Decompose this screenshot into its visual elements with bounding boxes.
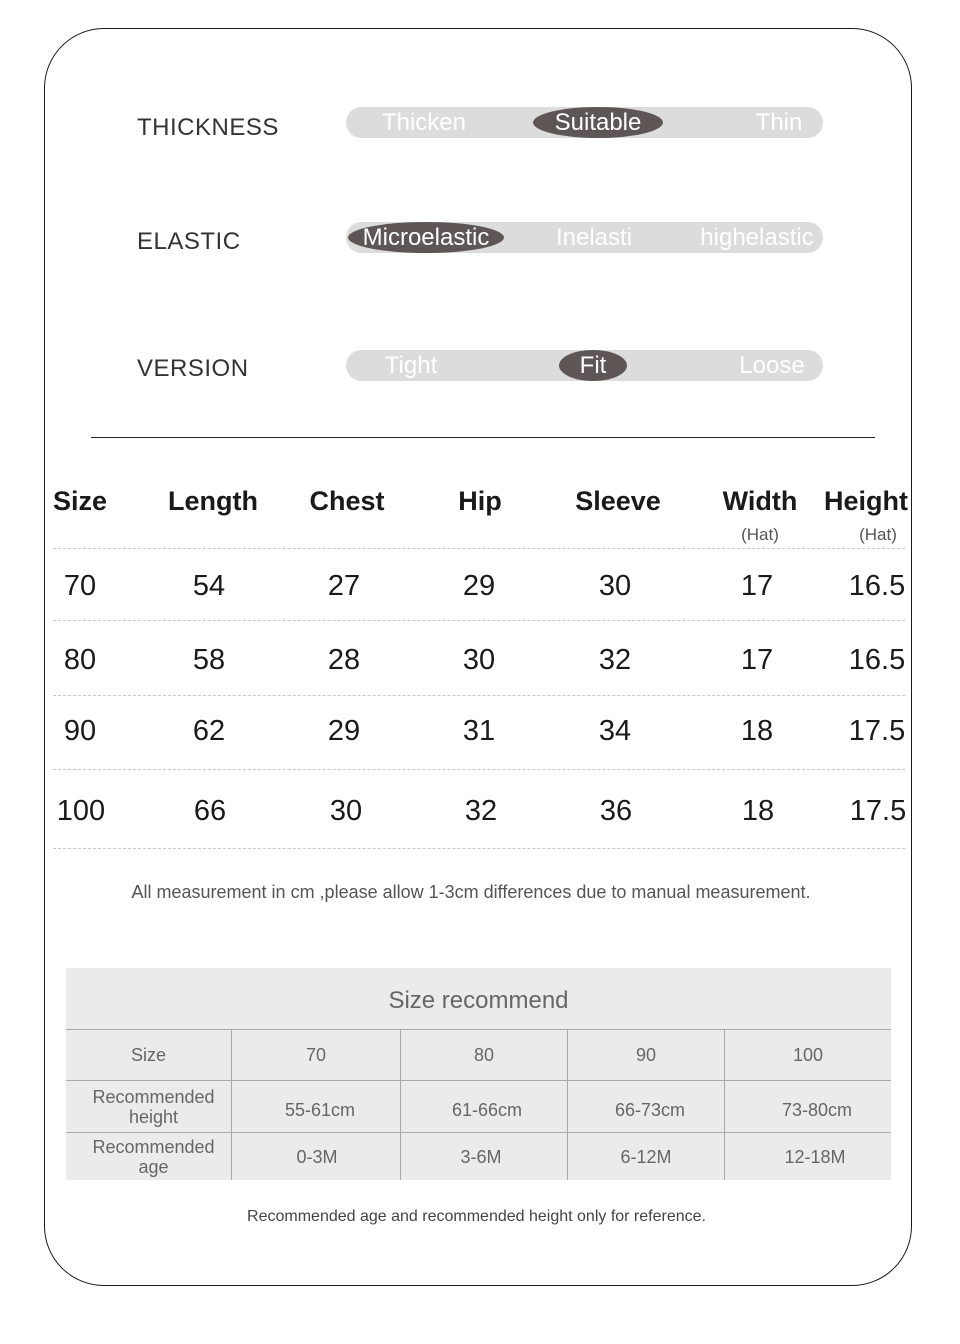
rec-row-label bbox=[66, 1081, 241, 1132]
rec-cell: 12-18M bbox=[784, 1146, 846, 1167]
thickness-scale bbox=[346, 107, 823, 138]
header-width: Width bbox=[722, 486, 798, 516]
thickness-label: THICKNESS bbox=[137, 114, 279, 141]
footnote: Recommended age and recommended height only for reference. bbox=[247, 1208, 706, 1225]
rec-cell: 61-66cm bbox=[451, 1099, 523, 1120]
rec-cell: 3-6M bbox=[460, 1146, 502, 1167]
cell-sleeve: 34 bbox=[598, 715, 632, 747]
cell-length: 54 bbox=[192, 570, 226, 602]
cell-hip: 29 bbox=[462, 570, 496, 602]
version-scale bbox=[346, 350, 823, 381]
cell-width: 18 bbox=[740, 715, 774, 747]
header-chest: Chest bbox=[309, 486, 385, 516]
cell-height: 16.5 bbox=[848, 644, 906, 676]
header-width-note: (Hat) bbox=[741, 525, 779, 544]
rec-cell: 100 bbox=[792, 1045, 824, 1065]
cell-chest: 28 bbox=[327, 644, 361, 676]
elastic-label: ELASTIC bbox=[137, 228, 241, 255]
rec-cell: 90 bbox=[635, 1045, 657, 1065]
version-option-tight: Tight bbox=[384, 352, 438, 379]
cell-sleeve: 36 bbox=[599, 795, 633, 827]
header-height-note: (Hat) bbox=[859, 525, 897, 544]
elastic-option-highelastic: highelastic bbox=[700, 224, 814, 251]
cell-hip: 30 bbox=[462, 644, 496, 676]
rec-cell: 70 bbox=[305, 1045, 327, 1065]
row-separator bbox=[53, 848, 905, 849]
elastic-option-microelastic: Microelastic bbox=[348, 222, 504, 253]
cell-size: 90 bbox=[63, 715, 97, 747]
elastic-option-inelasti: Inelasti bbox=[555, 224, 633, 251]
cell-hip: 31 bbox=[462, 715, 496, 747]
version-option-fit: Fit bbox=[559, 350, 627, 381]
cell-height: 17.5 bbox=[849, 795, 907, 827]
cell-chest: 27 bbox=[327, 570, 361, 602]
rec-cell: 6-12M bbox=[620, 1146, 672, 1167]
version-option-loose: Loose bbox=[739, 352, 805, 379]
thickness-option-suitable: Suitable bbox=[533, 107, 663, 138]
size-recommend-table bbox=[66, 968, 891, 1180]
cell-width: 17 bbox=[740, 570, 774, 602]
row-separator bbox=[53, 769, 905, 770]
thickness-option-thin: Thin bbox=[755, 109, 803, 136]
rec-cell: 66-73cm bbox=[614, 1099, 686, 1120]
version-label: VERSION bbox=[137, 355, 249, 382]
rec-cell: 80 bbox=[473, 1045, 495, 1065]
header-height: Height bbox=[824, 486, 908, 516]
rec-cell: 73-80cm bbox=[781, 1099, 853, 1120]
size-recommend-title: Size recommend bbox=[388, 987, 569, 1014]
cell-height: 17.5 bbox=[848, 715, 906, 747]
cell-hip: 32 bbox=[464, 795, 498, 827]
cell-size: 70 bbox=[63, 570, 97, 602]
cell-length: 66 bbox=[193, 795, 227, 827]
elastic-scale bbox=[346, 222, 823, 253]
cell-size: 80 bbox=[63, 644, 97, 676]
cell-height: 16.5 bbox=[848, 570, 906, 602]
cell-length: 62 bbox=[192, 715, 226, 747]
row-separator bbox=[53, 620, 905, 621]
cell-length: 58 bbox=[192, 644, 226, 676]
row-separator bbox=[53, 695, 905, 696]
section-divider bbox=[91, 437, 875, 438]
rec-row-label-text: Recommended age bbox=[92, 1136, 215, 1177]
header-size: Size bbox=[52, 486, 108, 516]
rec-row-label-text: Recommended height bbox=[92, 1086, 215, 1127]
header-length: Length bbox=[168, 486, 258, 516]
cell-chest: 29 bbox=[327, 715, 361, 747]
header-hip: Hip bbox=[458, 486, 502, 516]
cell-width: 17 bbox=[740, 644, 774, 676]
rec-cell: 0-3M bbox=[296, 1146, 338, 1167]
rec-cell: 55-61cm bbox=[284, 1099, 356, 1120]
rec-row-label bbox=[66, 1133, 241, 1180]
row-separator bbox=[53, 548, 905, 549]
measurement-note: All measurement in cm ,please allow 1-3cm differences due to manual measurement. bbox=[131, 882, 811, 902]
cell-sleeve: 30 bbox=[598, 570, 632, 602]
rec-row-label: Size bbox=[130, 1045, 166, 1065]
cell-width: 18 bbox=[741, 795, 775, 827]
cell-sleeve: 32 bbox=[598, 644, 632, 676]
header-sleeve: Sleeve bbox=[575, 486, 661, 516]
cell-chest: 30 bbox=[329, 795, 363, 827]
thickness-option-thicken: Thicken bbox=[381, 109, 467, 136]
cell-size: 100 bbox=[56, 795, 106, 827]
